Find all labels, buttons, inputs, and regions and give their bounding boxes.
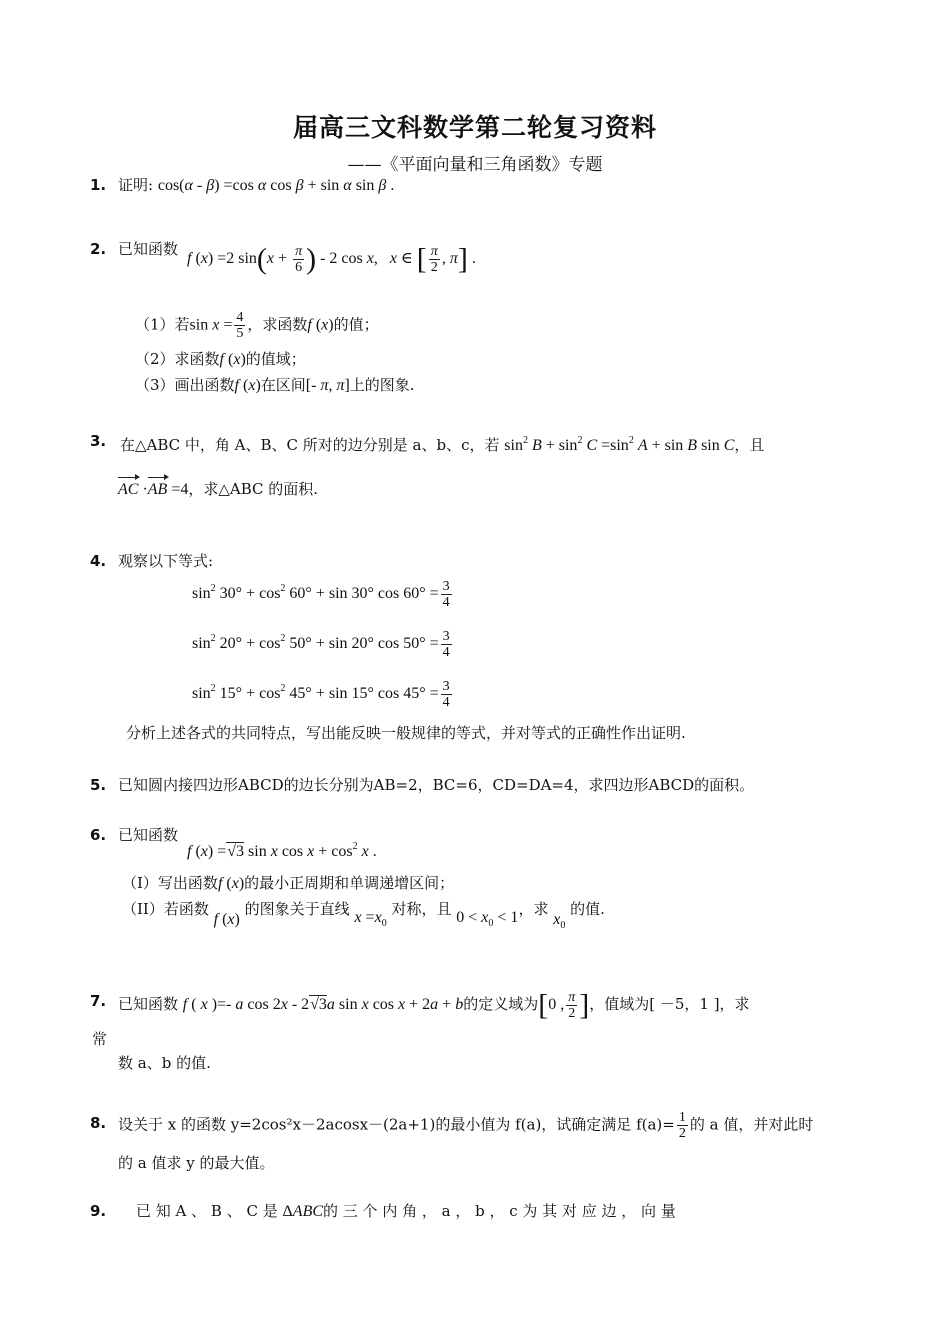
question-3-number: 3. bbox=[90, 432, 107, 450]
question-1-formula: cos(α - β) =cos α cos β + sin α sin β . bbox=[157, 177, 395, 194]
question-4-eq-1: $\sin^2 30^\circ + \cos^2 60^\circ + \sin 30^\circ$ cos 60° = $\frac{3}{4}$ bbox=[192, 578, 450, 610]
question-6-lead: 已知函数 bbox=[118, 826, 179, 844]
question-8-number: 8. bbox=[90, 1114, 107, 1132]
question-8-line-2: 的 a 值求 y 的最大值。 bbox=[118, 1154, 275, 1172]
question-9: 已 知 A 、 B 、 C 是 ΔABC的 三 个 内 角 ， a ， b ， c 为 其 对 应 边 ， 向 量 bbox=[136, 1202, 676, 1220]
question-6-formula: f (x) =√3 sin x $\cos x + \cos^2 x$ . bbox=[187, 841, 377, 860]
question-1-number: 1. bbox=[90, 176, 107, 194]
question-2-part-1: （1）若sin x = $\frac{4}{5}$ ，求函数f (x)的值； bbox=[135, 310, 379, 341]
question-7-wrap-1: 常 bbox=[92, 1030, 108, 1048]
question-5: 已知圆内接四边形ABCD的边长分别为AB=2，BC=6，CD=DA=4，求四边形ABCD的面积。 bbox=[118, 776, 755, 794]
question-5-number: 5. bbox=[90, 776, 107, 794]
question-6-part-2: （II）若函数 f (x) 的图象关于直线 $x =x_0$ 对称，且 $0 < x_0 < 1$，求 $x_0$ 的值. bbox=[122, 900, 605, 931]
question-7: 已知函数 f ( x )=- a cos 2x - 2√3a sin x cos x + 2a + b的定义域为[0 , $\frac{\pi}{2}$ ]，值域为[ －5，1 ]，求 bbox=[118, 988, 750, 1022]
question-3-line-2: AC ·AB =4，求△ABC 的面积. bbox=[118, 478, 318, 501]
question-9-number: 9. bbox=[90, 1202, 107, 1220]
question-3: 在△ABC 中，角 A、B、C 所对的边分别是 a、b、c，若 $\sin^2 B + \sin^2 C =\sin^2$ A + sin B sin C，且 bbox=[120, 435, 765, 454]
question-1 bbox=[118, 174, 394, 197]
question-2-part-3: （3）画出函数f (x)在区间[- π, π]上的图象. bbox=[135, 376, 415, 394]
question-1-lead: 证明: bbox=[118, 176, 154, 194]
page-subtitle: ——《平面向量和三角函数》专题 bbox=[347, 155, 603, 175]
page-title: 届高三文科数学第二轮复习资料 bbox=[292, 113, 657, 142]
question-2-lead: 已知函数 bbox=[118, 240, 179, 258]
question-6-part-1: （I）写出函数f (x)的最小正周期和单调递增区间； bbox=[122, 874, 455, 892]
question-4-eq-3: $\sin^2 15^\circ + \cos^2 45^\circ + \sin 15^\circ$ cos 45° = $\frac{3}{4}$ bbox=[192, 678, 450, 710]
question-7-number: 7. bbox=[90, 992, 107, 1010]
question-4-number: 4. bbox=[90, 552, 107, 570]
question-2-number: 2. bbox=[90, 240, 107, 258]
question-4-tail: 分析上述各式的共同特点，写出能反映一般规律的等式，并对等式的正确性作出证明. bbox=[126, 724, 686, 742]
question-7-wrap-2: 数 a、b 的值. bbox=[118, 1054, 211, 1072]
question-2-part-2: （2）求函数f (x)的值域； bbox=[135, 350, 306, 368]
question-6-number: 6. bbox=[90, 826, 107, 844]
question-2-formula: f (x) =2 sin(x + $\frac{\pi}{6}$ ) - 2 cos x, x ∈ [ $\frac{\pi}{2}$ , π] . bbox=[187, 242, 476, 276]
question-8: 设关于 x 的函数 y=2cos²x－2acosx－(2a+1)的最小值为 f(a)，试确定满足 f(a)= $\frac{1}{2}$ 的 a 值，并对此时 bbox=[118, 1110, 814, 1141]
question-4-eq-2: $\sin^2 20^\circ + \cos^2 50^\circ + \sin 20^\circ$ cos 50° = $\frac{3}{4}$ bbox=[192, 628, 450, 660]
question-4-lead: 观察以下等式: bbox=[118, 552, 214, 570]
